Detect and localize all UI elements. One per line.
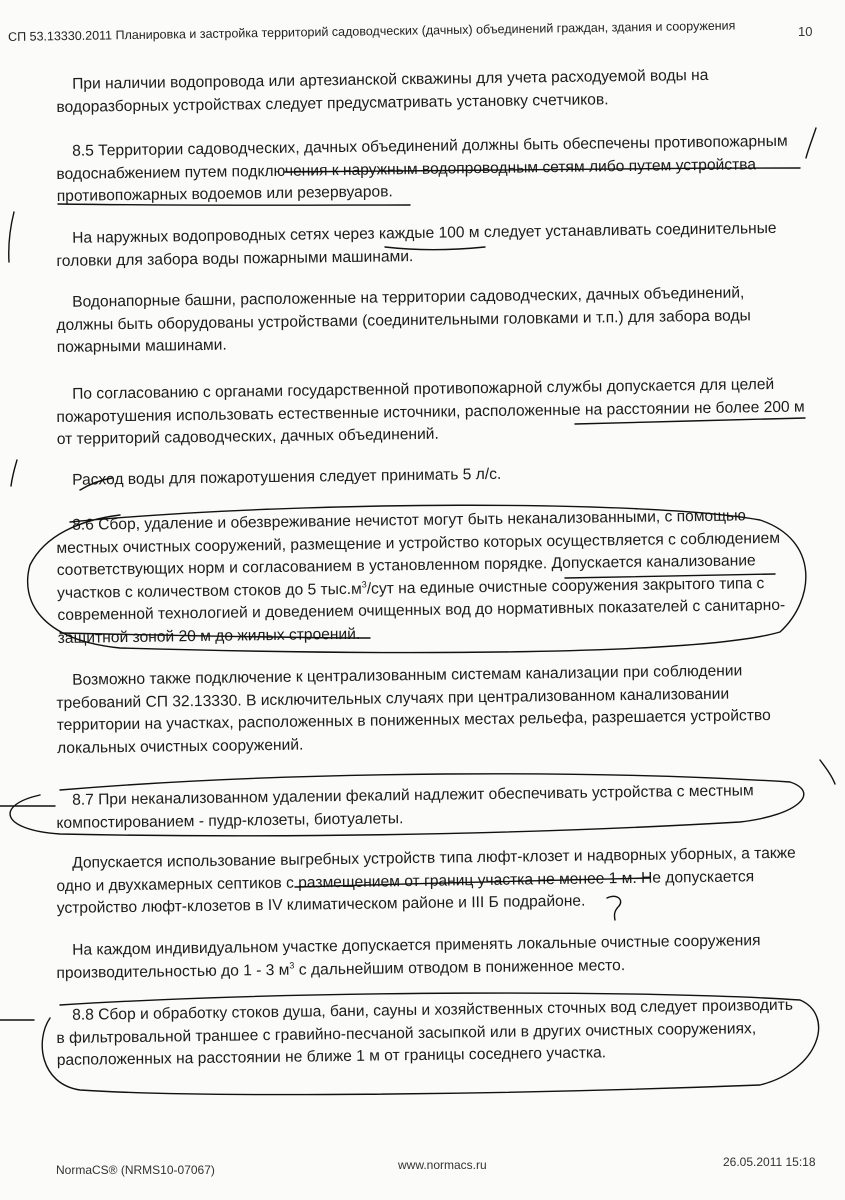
text-line: водоснабжением путем подключения к наружным водопроводным сетям либо путем устройства bbox=[56, 155, 757, 183]
text-line: головки для забора воды пожарными машинами. bbox=[56, 247, 414, 270]
footer-left: NormaCS® (NRMS10-07067) bbox=[56, 1163, 215, 1177]
paragraph-water-meters bbox=[56, 64, 797, 119]
text-line: в фильтровальной траншее с гравийно-песчаной засыпкой или в других очистных сооружениях, bbox=[56, 1019, 757, 1047]
text-line: расположенных на расстоянии не ближе 1 м от границы соседнего участка. bbox=[56, 1044, 607, 1069]
paragraph-natural-sources bbox=[56, 374, 805, 452]
footer-right: 26.05.2011 15:18 bbox=[723, 1155, 816, 1169]
text-line: Возможно также подключение к централизованным системам канализации при соблюдении bbox=[72, 662, 743, 689]
text-line: должны быть оборудованы устройствами (соединительными головками и т.п.) для забора воды bbox=[56, 306, 751, 334]
text-line: 8.8 Сбор и обработку стоков душа, бани, сауны и хозяйственных сточных вод следует производить bbox=[72, 996, 794, 1024]
text-line: современной технологией и доведением очищенных вод до нормативных показателей с санитарно- bbox=[57, 596, 786, 624]
text-line: устройство люфт-клозетов в IV климатическом районе и III Б подрайоне. bbox=[56, 892, 586, 917]
text-fragment: производительностью до 1 - 3 м bbox=[56, 961, 290, 982]
text-fragment: с дальнейшим отводом в пониженное место. bbox=[294, 956, 626, 979]
text-line: требований СП 32.13330. В исключительных случаях при централизованном канализовании bbox=[56, 685, 730, 712]
text-line: пожарными машинами. bbox=[56, 336, 227, 356]
text-fragment: /сут на единые очистные сооружения закрытого типа с bbox=[366, 574, 765, 598]
superscript-exponent: 3 bbox=[361, 578, 367, 590]
paragraph-centralized-sewer bbox=[56, 660, 797, 760]
paragraph-8-5 bbox=[56, 131, 797, 209]
margin-bracket-8-5 bbox=[806, 128, 816, 158]
text-line: локальных очистных сооружений. bbox=[56, 736, 304, 757]
margin-bracket-flow bbox=[11, 460, 17, 486]
text-line: Допускается использование выгребных устройств типа люфт-клозет и надворных уборных, а также bbox=[72, 844, 796, 872]
paragraph-water-towers bbox=[56, 282, 797, 360]
paragraph-hydrant-heads bbox=[56, 218, 797, 273]
text-line: Расход воды для пожаротушения следует принимать 5 л/с. bbox=[72, 465, 502, 489]
text-fragment: участков с количеством стоков до 5 тыс.м bbox=[56, 580, 362, 602]
page-header: СП 53.13330.2011 Планировка и застройка территорий садоводческих (дачных) объединений граждан, здания и сооружения bbox=[8, 18, 736, 44]
margin-mark-8-7 bbox=[820, 760, 835, 784]
text-line: 8.7 При неканализованном удалении фекалий надлежит обеспечивать устройства с местным bbox=[72, 782, 754, 809]
text-line: одно и двухкамерных септиков с размещением от границ участка не менее 1 м. Не допускается bbox=[56, 867, 755, 895]
text-line: На каждом индивидуальном участке допускается применять локальные очистные сооружения bbox=[72, 932, 761, 959]
paragraph-water-flow bbox=[56, 460, 796, 493]
text-line: соответствующих норм и согласованием в установленном порядке. Допускается канализование bbox=[56, 552, 756, 579]
footer-center: www.normacs.ru bbox=[398, 1158, 487, 1172]
text-line: водоразборных устройствах следует предусматривать установку счетчиков. bbox=[56, 90, 609, 116]
paragraph-8-6 bbox=[56, 505, 798, 650]
margin-bracket-hydrants bbox=[9, 212, 14, 262]
text-line: На наружных водопроводных сетях через каждые 100 м следует устанавливать соединительные bbox=[72, 219, 777, 247]
text-line: 8.5 Территории садоводческих, дачных объединений должны быть обеспечены противопожарным bbox=[72, 132, 788, 160]
paragraph-8-8 bbox=[56, 995, 797, 1073]
paragraph-lift-closets bbox=[56, 843, 797, 921]
text-line: территории на участках, расположенных в пониженных местах рельефа, разрешается устройство bbox=[56, 707, 771, 734]
page-number: 10 bbox=[798, 24, 813, 39]
text-line: противопожарных водоемов или резервуаров. bbox=[56, 183, 393, 205]
text-line: защитной зоной 20 м до жилых строений. bbox=[57, 625, 361, 647]
text-line: 8.6 Сбор, удаление и обезвреживание нечистот могут быть неканализованными, с помощью bbox=[72, 507, 746, 534]
text-line: При наличии водопровода или артезианской скважины для учета расходуемой воды на bbox=[72, 66, 709, 93]
text-line: местных очистных сооружений, размещение и устройство которых осуществляется с соблюдением bbox=[56, 529, 781, 557]
paragraph-individual-plot bbox=[56, 930, 797, 985]
text-line: Водонапорные башни, расположенные на территории садоводческих, дачных объединений, bbox=[72, 284, 745, 311]
text-line: По согласованию с органами государственной противопожарной службы допускается для целей bbox=[72, 375, 775, 403]
text-line: компостированием - пудр-клозеты, биотуалеты. bbox=[56, 809, 404, 832]
superscript-exponent: 3 bbox=[289, 959, 295, 971]
text-line: от территорий садоводческих, дачных объединений. bbox=[56, 425, 439, 448]
text-line: пожаротушения использовать естественные источники, расположенные на расстоянии не более 200 м bbox=[56, 398, 805, 426]
paragraph-8-7 bbox=[56, 780, 797, 835]
